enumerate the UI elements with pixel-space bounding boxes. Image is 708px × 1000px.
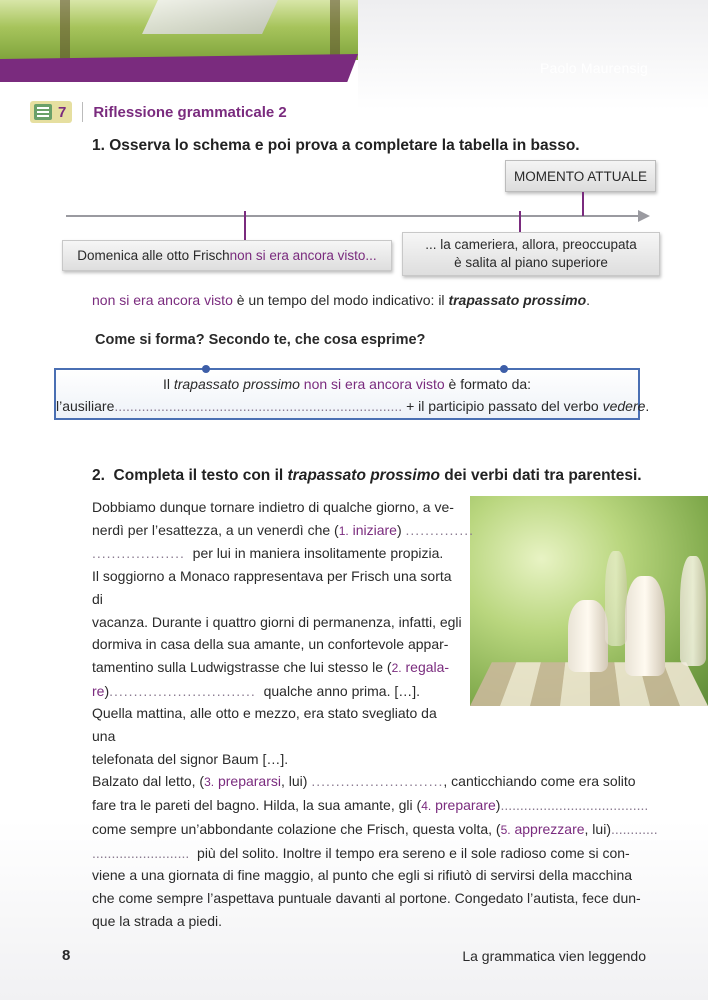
timeline-event-right: [402, 232, 660, 276]
text-line: dormiva in casa della sua amante, un confortevole appar-: [92, 636, 449, 653]
answer-blank-1[interactable]: ..............: [405, 521, 474, 538]
heading-text: 2. Completa il testo con il: [92, 467, 288, 484]
item-number: 1.: [338, 523, 349, 538]
text: per lui in maniera insolitamente propizia.: [184, 545, 444, 562]
text: l’ausiliare: [56, 398, 115, 414]
text: come sempre un’abbondante colazione che Frisch, questa volta, (: [92, 820, 501, 837]
timeline-tick: [519, 211, 521, 233]
question-text: Come si forma? Secondo te, che cosa esprime?: [95, 332, 426, 348]
text: , lui): [584, 820, 611, 837]
formation-line-2: [56, 398, 650, 414]
header-banner: [0, 0, 358, 82]
text: ): [396, 521, 406, 538]
text: più del solito. Inoltre il tempo era sereno e il sole radioso come si con-: [189, 844, 630, 861]
box-pin-dot: [202, 365, 210, 373]
verb-highlight: non si era ancora visto: [303, 376, 445, 392]
text: Balzato dal letto, (: [92, 773, 205, 790]
explanation-text: è un tempo del modo indicativo: il: [232, 292, 449, 308]
answer-blank-1[interactable]: ...................: [92, 545, 185, 562]
text: ): [104, 682, 110, 699]
text: qualche anno prima. […].: [255, 682, 421, 699]
text-line: che come sempre l’aspettava puntuale davanti al portone. Congedato l’autista, fece dun-: [92, 889, 641, 906]
text: ): [495, 797, 501, 814]
exercise-2-heading: [92, 467, 642, 485]
text-line: [92, 770, 650, 794]
tense-name: trapassato prossimo: [173, 376, 300, 392]
verb-prompt: prepararsi: [214, 773, 281, 790]
exercise-1-heading: 1. Osserva lo schema e poi prova a completare la tabella in basso.: [92, 137, 580, 154]
timeline-axis: [66, 215, 648, 217]
period: .: [645, 398, 650, 414]
event-right-line2: è salita al piano superiore: [454, 255, 608, 270]
section-number: 7: [58, 103, 67, 121]
text: è formato da:: [444, 376, 532, 392]
heading-text: dei verbi dati tra parentesi.: [439, 467, 642, 484]
text-line: [92, 818, 658, 842]
text: , lui): [281, 773, 312, 790]
section-badge: [30, 101, 72, 123]
verb-prompt: preparare: [431, 797, 496, 814]
box-pin-dot: [500, 365, 508, 373]
event-left-text: Domenica alle otto Frisch: [77, 248, 230, 263]
event-right-line1: ... la cameriera, allora, preoccupata: [425, 237, 637, 252]
text-line: vacanza. Durante i quattro giorni di permanenza, infatti, egli: [92, 613, 462, 630]
text: + il participio passato del verbo: [402, 398, 603, 414]
section-divider: [82, 102, 83, 122]
text-line: [92, 519, 474, 543]
text: , canticchiando come era solito: [443, 773, 636, 790]
section-title: Riflessione grammaticale 2: [93, 103, 287, 121]
formation-line-1: [56, 376, 638, 392]
text-line: que la strada a piedi.: [92, 912, 222, 929]
timeline-tick: [582, 192, 584, 216]
momento-attuale-label: MOMENTO ATTUALE: [505, 160, 656, 192]
verb-prompt: regala-: [401, 658, 450, 675]
auxiliary-blank[interactable]: ..........................................................................: [114, 398, 403, 414]
item-number: 5.: [500, 822, 511, 837]
verb-prompt: iniziare: [348, 521, 397, 538]
text: tamentino sulla Ludwigstrasse che lui stesso le (: [92, 658, 392, 675]
author-name: Paolo Maurensig: [539, 60, 648, 76]
answer-blank-3[interactable]: ...........................: [311, 773, 444, 790]
header-background: [358, 0, 708, 110]
text-line: [92, 842, 650, 865]
section-header: [30, 101, 287, 123]
period: .: [586, 292, 591, 308]
text-line: Dobbiamo dunque tornare indietro di qualche giorno, a ve-: [92, 499, 454, 515]
text-line: [92, 794, 650, 818]
text-line: Il soggiorno a Monaco rappresentava per Frisch una sorta di: [92, 568, 452, 607]
answer-blank-2[interactable]: ..............................: [109, 682, 256, 699]
text-line: telefonata del signor Baum […].: [92, 750, 289, 767]
formation-box: [54, 368, 650, 420]
verb-prompt: re: [92, 682, 105, 699]
answer-blank-4[interactable]: ......................................: [500, 797, 649, 814]
text-line: [92, 680, 462, 703]
tense-explanation: [92, 292, 590, 308]
tense-name: trapassato prossimo: [448, 292, 587, 308]
answer-blank-5[interactable]: .........................: [92, 844, 190, 861]
text: nerdì per l’esattezza, a un venerdì che (: [92, 521, 339, 538]
tense-name: trapassato prossimo: [287, 467, 440, 484]
text-line: [92, 542, 462, 565]
timeline-tick: [244, 211, 246, 241]
book-title: La grammatica vien leggendo: [462, 948, 646, 964]
text-line: viene a una giornata di fine maggio, al punto che egli si rifiutò di servirsi della macchina: [92, 867, 633, 884]
page-number: 8: [62, 947, 71, 964]
tree-trunk: [60, 0, 70, 60]
item-number: 3.: [204, 775, 215, 790]
verb-prompt: apprezzare: [510, 820, 585, 837]
chess-piece: [680, 556, 706, 666]
event-left-verb: non si era ancora visto...: [229, 248, 377, 263]
exercise-2-text: [92, 496, 658, 932]
answer-blank-5[interactable]: ............: [610, 820, 658, 837]
text-line: Quella mattina, alle otto e mezzo, era stato svegliato da una: [92, 705, 437, 745]
notebook-icon: [34, 104, 52, 120]
timeline-arrow: [638, 210, 650, 222]
verb-name: vedere: [602, 398, 646, 414]
item-number: 2.: [391, 660, 402, 675]
timeline-event-left: [62, 240, 392, 271]
text: Il: [162, 376, 174, 392]
verb-highlight: non si era ancora visto: [92, 292, 233, 308]
tree-trunk: [330, 0, 340, 60]
text-line: [92, 656, 462, 680]
item-number: 4.: [421, 799, 432, 814]
banner-photo: [0, 0, 358, 60]
text: fare tra le pareti del bagno. Hilda, la sua amante, gli (: [92, 797, 422, 814]
